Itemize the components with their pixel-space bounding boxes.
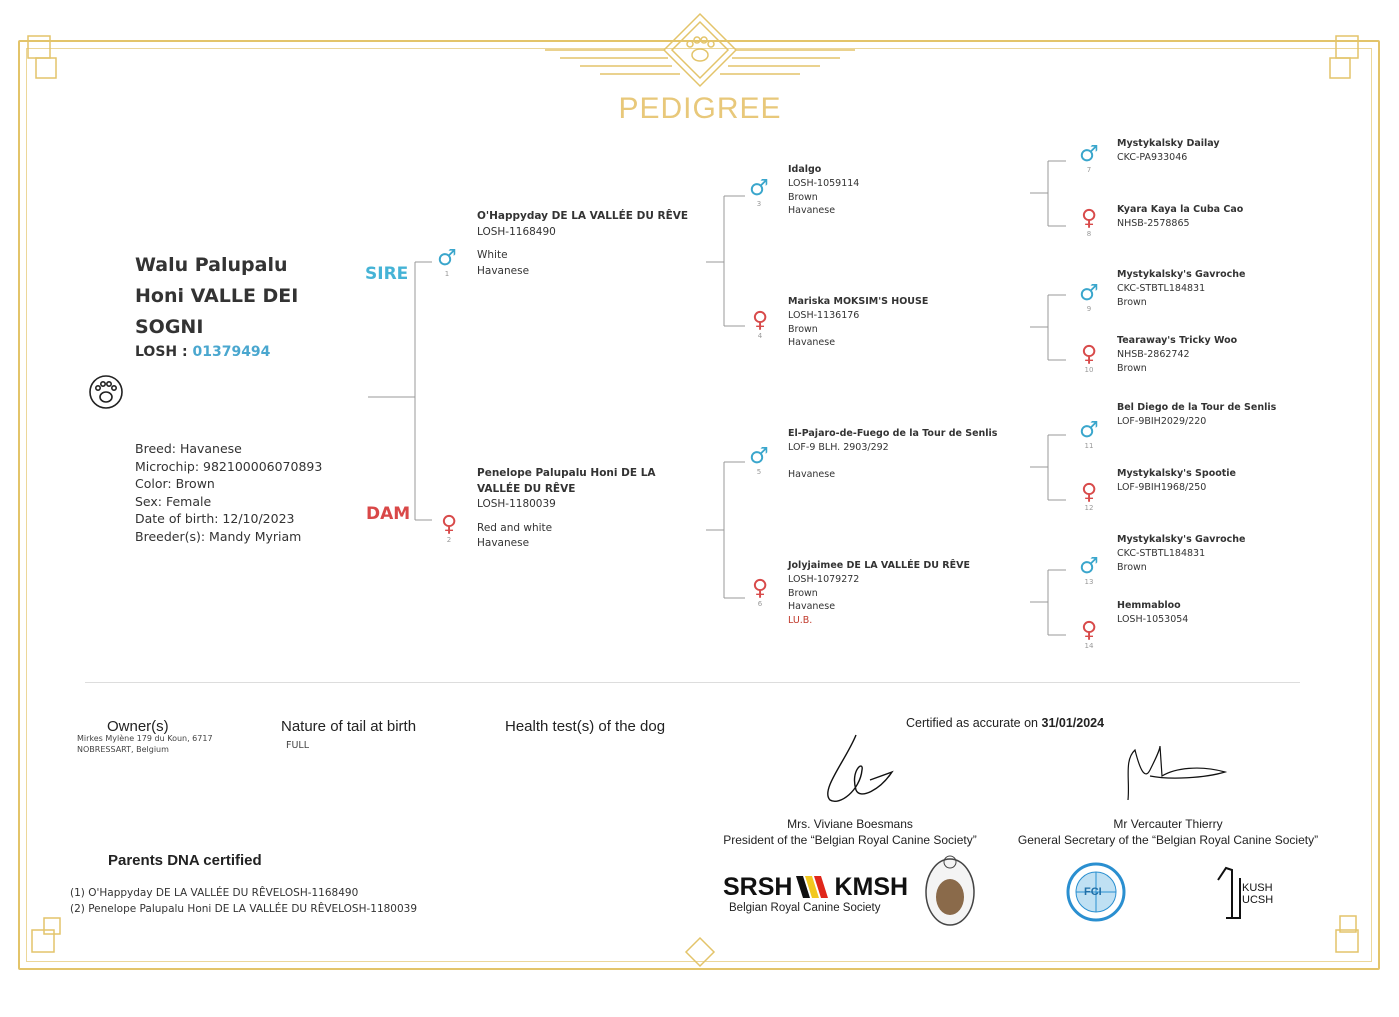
dog-name: Bel Diego de la Tour de Senlis — [1117, 402, 1277, 413]
dna-list — [70, 886, 417, 917]
paw-icon-top — [687, 37, 714, 61]
gen3-symbol — [1078, 420, 1100, 450]
dog-name: Tearaway's Tricky Woo — [1117, 335, 1238, 346]
pedigree-index: 7 — [1086, 166, 1092, 174]
dam-reg: LOSH-1180039 — [477, 498, 556, 510]
male-icon: ♂ — [1079, 142, 1099, 167]
president-signature-block — [700, 816, 1000, 848]
dna-item: (2) Penelope Palupalu Honi DE LA VALLÉE DU RÊVELOSH-1180039 — [70, 902, 418, 915]
corner-ornament-tl — [28, 36, 50, 58]
pedigree-index: 14 — [1084, 642, 1094, 650]
gen3-symbol — [1078, 620, 1100, 650]
dog-details — [135, 440, 322, 545]
gen2-symbol — [748, 446, 770, 476]
female-icon: ♀ — [1080, 206, 1098, 231]
breed-field: Breed: Havanese — [135, 441, 242, 456]
certified-text: Certified as accurate on — [906, 716, 1042, 730]
gen2-dog — [788, 163, 1018, 218]
srsh-text: SRSH — [723, 873, 793, 901]
sire-name: O'Happyday DE LA VALLÉE DU RÊVE — [477, 210, 689, 222]
secretary-title: General Secretary of the “Belgian Royal Canine Society” — [1017, 833, 1319, 847]
dog-reg: LOSH-1136176 — [788, 309, 860, 321]
dam-color: Red and white — [477, 521, 553, 534]
male-icon: ♂ — [749, 444, 769, 469]
dog-name: Mystykalsky Dailay — [1117, 138, 1220, 149]
owners-value — [77, 733, 213, 755]
dam-name: Penelope Palupalu Honi DE LA VALLÉE DU RÊVE — [477, 467, 656, 495]
srsh-logo-text — [723, 873, 908, 902]
gen3-dog — [1117, 334, 1337, 375]
sire-symbol — [436, 248, 458, 278]
corner-ornament-tr — [1336, 36, 1358, 58]
dog-color: Brown — [788, 587, 818, 599]
president-title: President of the “Belgian Royal Canine Society” — [723, 833, 977, 847]
sire-color: White — [477, 249, 508, 261]
pedigree-index: 12 — [1084, 504, 1094, 512]
male-icon: ♂ — [749, 176, 769, 201]
dam-breed: Havanese — [477, 537, 530, 549]
dog-name: Mystykalsky's Gavroche — [1117, 269, 1246, 280]
dam-symbol — [438, 514, 460, 544]
gen2-dog — [788, 295, 1018, 350]
owners-label: Owner(s) — [107, 718, 169, 735]
dog-color: Brown — [1117, 561, 1147, 573]
male-icon: ♂ — [437, 246, 457, 271]
sire-info — [477, 209, 697, 279]
female-icon: ♀ — [440, 512, 458, 537]
tail-value: FULL — [286, 740, 310, 751]
pedigree-index: 10 — [1084, 366, 1094, 374]
dog-name: Jolyjaimee DE LA VALLÉE DU RÊVE — [788, 560, 970, 571]
gen3-symbol — [1078, 556, 1100, 586]
section-divider — [85, 682, 1300, 683]
dog-breed: Havanese — [788, 205, 836, 217]
dog-reg: CKC-STBTL184831 — [1117, 282, 1206, 294]
dam-label: DAM — [366, 504, 411, 524]
breeder-field: Breeder(s): Mandy Myriam — [135, 528, 302, 544]
dog-name: El-Pajaro-de-Fuego de la Tour de Senlis — [788, 428, 998, 439]
dog-name-line3: SOGNI — [135, 316, 204, 338]
certified-date: 31/01/2024 — [1041, 716, 1105, 730]
pedigree-index: 8 — [1086, 230, 1092, 238]
belgian-seal — [926, 856, 974, 925]
gen3-symbol — [1078, 283, 1100, 313]
sire-label: SIRE — [365, 264, 409, 284]
dog-name: Kyara Kaya la Cuba Cao — [1117, 204, 1244, 215]
dog-breed: Havanese — [788, 601, 836, 613]
dog-reg: LOF-9BIH1968/250 — [1117, 481, 1207, 493]
female-icon: ♀ — [1080, 480, 1098, 505]
pedigree-index: 9 — [1086, 305, 1092, 313]
dog-reg: LOF-9 BLH. 2903/292 — [788, 441, 889, 453]
gen2-symbol — [749, 578, 771, 608]
tail-label: Nature of tail at birth — [281, 718, 417, 735]
signature-secretary — [1128, 746, 1225, 800]
top-diamond-ornament — [664, 14, 736, 86]
pedigree-index: 5 — [756, 468, 762, 476]
dog-reg: CKC-STBTL184831 — [1117, 547, 1206, 559]
male-icon: ♂ — [1079, 281, 1099, 306]
gen3-dog — [1117, 533, 1337, 574]
dob-field: Date of birth: 12/10/2023 — [135, 511, 295, 526]
secretary-signature-block — [1000, 816, 1336, 848]
male-icon: ♂ — [1079, 418, 1099, 443]
owners-line2: NOBRESSART, Belgium — [77, 745, 169, 754]
dog-name: Mystykalsky's Gavroche — [1117, 534, 1246, 545]
kmsh-text: KMSH — [834, 873, 909, 901]
dog-losh — [135, 344, 270, 360]
dog-reg: NHSB-2862742 — [1117, 348, 1190, 360]
sire-reg: LOSH-1168490 — [477, 225, 556, 238]
dog-color: Brown — [1117, 362, 1147, 374]
male-icon: ♂ — [1079, 554, 1099, 579]
gen2-dog — [788, 559, 1018, 628]
gen3-dog — [1117, 467, 1337, 495]
female-icon: ♀ — [751, 308, 769, 333]
gen2-dog — [788, 427, 1028, 482]
female-icon: ♀ — [1080, 342, 1098, 367]
pedigree-index: 1 — [444, 270, 450, 278]
dog-reg: LOSH-1079272 — [788, 573, 860, 585]
gen3-symbol — [1078, 208, 1100, 238]
gen3-symbol — [1078, 144, 1100, 174]
dog-reg: LOSH-1059114 — [788, 177, 860, 189]
dam-info — [477, 466, 692, 552]
microchip-field: Microchip: 982100006070893 — [135, 458, 323, 474]
corner-ornament-br — [1336, 930, 1358, 952]
owners-line1: Mirkes Mylène 179 du Koun, 6717 — [77, 734, 213, 743]
female-icon: ♀ — [751, 576, 769, 601]
gen2-symbol — [749, 310, 771, 340]
dog-reg: LOF-9BIH2029/220 — [1117, 415, 1207, 427]
color-field: Color: Brown — [135, 476, 215, 491]
gen3-dog — [1117, 137, 1337, 165]
dog-note: LU.B. — [788, 615, 813, 627]
dog-reg: LOSH-1053054 — [1117, 613, 1189, 625]
kush-text: KUSH — [1242, 882, 1273, 894]
page-title: PEDIGREE — [618, 92, 782, 125]
ucsh-text: UCSH — [1242, 894, 1274, 906]
dog-name: Mariska MOKSIM'S HOUSE — [788, 296, 929, 307]
bottom-diamond-ornament — [686, 938, 714, 966]
dog-name-line1: Walu Palupalu — [135, 254, 288, 276]
pedigree-index: 3 — [756, 200, 762, 208]
pedigree-index: 13 — [1084, 578, 1094, 586]
dog-color: Brown — [788, 323, 818, 335]
dog-reg: NHSB-2578865 — [1117, 217, 1190, 229]
gen3-symbol — [1078, 482, 1100, 512]
gen3-symbol — [1078, 344, 1100, 374]
gen3-dog — [1117, 599, 1337, 627]
losh-label: LOSH : — [135, 344, 193, 360]
dna-item: (1) O'Happyday DE LA VALLÉE DU RÊVELOSH-1168490 — [70, 887, 359, 899]
dog-name — [135, 250, 335, 343]
kush-dog-mark — [1218, 868, 1240, 918]
dog-name: Idalgo — [788, 164, 822, 175]
certified-statement — [906, 716, 1104, 730]
dog-color: Brown — [1117, 296, 1147, 308]
gen3-dog — [1117, 268, 1337, 309]
sire-breed: Havanese — [477, 264, 530, 277]
dog-breed: Havanese — [788, 469, 836, 481]
pedigree-index: 6 — [757, 600, 763, 608]
health-label: Health test(s) of the dog — [505, 718, 666, 735]
president-name: Mrs. Viviane Boesmans — [787, 817, 913, 831]
pedigree-index: 4 — [757, 332, 763, 340]
dog-name: Hemmabloo — [1117, 600, 1181, 611]
dog-breed: Havanese — [788, 337, 836, 349]
sex-field: Sex: Female — [135, 493, 212, 509]
gen3-dog — [1117, 401, 1357, 429]
losh-number: 01379494 — [192, 344, 271, 360]
fci-text: FCI — [1084, 886, 1102, 898]
gen2-symbol — [748, 178, 770, 208]
gen3-dog — [1117, 203, 1337, 231]
kush-logo — [1242, 882, 1273, 906]
female-icon: ♀ — [1080, 618, 1098, 643]
dna-label: Parents DNA certified — [108, 852, 262, 869]
dog-name: Mystykalsky's Spootie — [1117, 468, 1236, 479]
dog-name-line2: Honi VALLE DEI — [135, 285, 299, 307]
dog-color: Brown — [788, 191, 818, 203]
pedigree-index: 11 — [1084, 442, 1094, 450]
dog-reg: CKC-PA933046 — [1117, 151, 1188, 163]
pedigree-index: 2 — [446, 536, 452, 544]
srsh-subtitle: Belgian Royal Canine Society — [729, 902, 881, 914]
signature-president — [828, 735, 892, 801]
paw-icon — [90, 376, 122, 408]
secretary-name: Mr Vercauter Thierry — [1113, 817, 1223, 831]
